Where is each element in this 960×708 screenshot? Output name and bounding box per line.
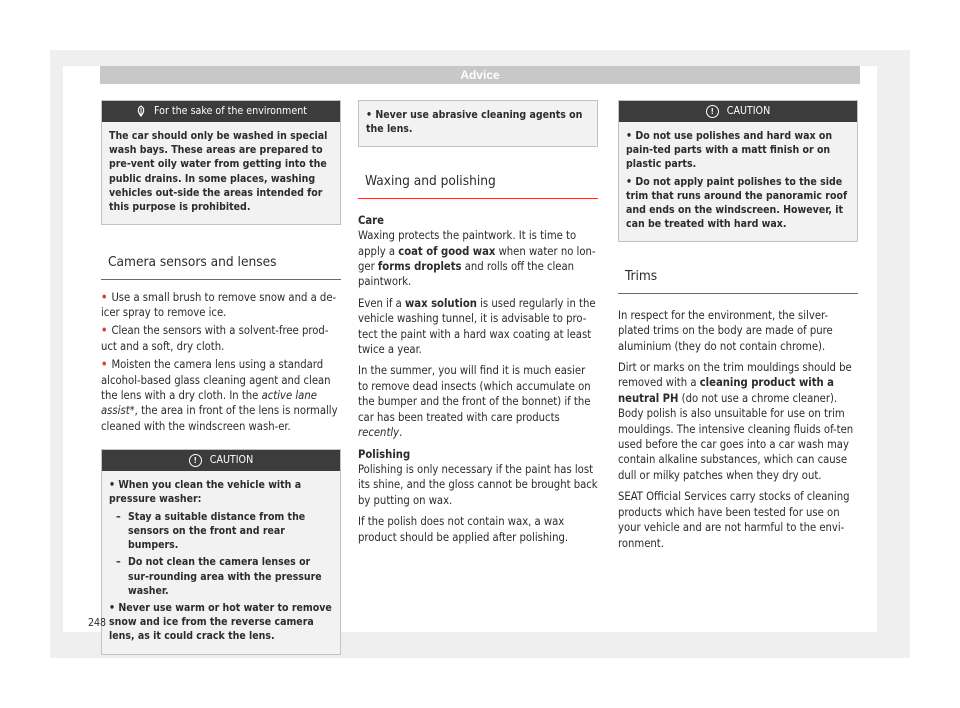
section-title-trims: Trims: [618, 269, 858, 293]
caution-box-body: [619, 122, 857, 241]
column-middle: [358, 100, 598, 551]
section-title-waxing: Waxing and polishing: [358, 174, 598, 198]
paragraph: SEAT Official Services carry stocks of cleaning products which have been tested for use on your vehicle and are not harmful to the envi-ronment.: [618, 490, 850, 550]
environment-box-text: The car should only be washed in special wash bays. These areas are prepared to pre-vent oily water from getting into the public drains. In some places, washing vehicles out-side the areas intended for this purpose is prohibited.: [109, 130, 328, 214]
page-header: Advice: [100, 66, 860, 84]
subheading-polishing: Polishing: [358, 447, 411, 461]
caution-subitem: – Do not clean the camera lenses or sur-rounding area with the pressure washer.: [116, 556, 322, 597]
caution-box: [101, 449, 341, 654]
list-item-text: Clean the sensors with a solvent-free prod-uct and a soft, dry cloth.: [101, 324, 329, 353]
caution-box-header: [619, 101, 857, 122]
environment-box-body: [102, 122, 340, 224]
paragraph: If the polish does not contain wax, a wax product should be applied after polishing.: [358, 515, 569, 544]
paragraph: Even if a wax solution is used regularly in the vehicle washing tunnel, it is advisable to pro-tect the paint with a hard wax coating at least twice a year.: [358, 296, 596, 357]
caution-item: • Never use warm or hot water to remove snow and ice from the reverse camera lens, as it could crack the lens.: [109, 601, 332, 643]
column-right: [618, 100, 858, 557]
section-title-camera: Camera sensors and lenses: [101, 255, 341, 279]
list-item-text: Moisten the camera lens using a standard alcohol-based glass cleaning agent and clean the lens with a dry cloth. In the: [101, 358, 331, 403]
caution-icon: !: [189, 454, 202, 467]
list-item-emphasis: active lane assist: [101, 389, 317, 418]
abrasive-box-item: • Never use abrasive cleaning agents on the lens.: [366, 109, 583, 136]
page-number: 248: [88, 617, 107, 629]
caution-subitem: – Stay a suitable distance from the sensors on the front and rear bumpers.: [116, 510, 306, 552]
list-item: • Clean the sensors with a solvent-free prod-uct and a soft, dry cloth.: [101, 324, 329, 353]
list-item: • Use a small brush to remove snow and a de-icer spray to remove ice.: [101, 290, 337, 320]
paragraph: In the summer, you will find it is much easier to remove dead insects (which accumulate on the bumper and the front of the bonnet) if the car has been treated with care products recently.: [358, 364, 591, 440]
column-left: [101, 100, 341, 655]
leaf-icon: [135, 105, 147, 119]
abrasive-box: [358, 100, 598, 147]
caution-icon: !: [706, 105, 719, 118]
caution-item: • Do not apply paint polishes to the side trim that runs around the panoramic roof and ends on the windscreen. However, it can be treated with hard wax.: [626, 175, 848, 231]
paragraph: Dirt or marks on the trim mouldings should be removed with a cleaning product with a neutral PH (do not use a chrome cleaner). Body polish is also unsuitable for use on trim mouldings. The intensive cleaning fluids of-ten used before the car goes into a car wash may contain alkaline substances, which can cause dull or milky patches when they dry out.: [618, 361, 854, 482]
subheading-care: Care: [358, 213, 384, 227]
environment-box: [101, 100, 341, 225]
list-item-text: Use a small brush to remove snow and a de-icer spray to remove ice.: [101, 290, 337, 320]
list-item: • Moisten the camera lens using a standard alcohol-based glass cleaning agent and clean the lens with a dry cloth. In the active lane assist*, the area in front of the lens is normally cleaned with the windscreen wash-er.: [101, 358, 338, 433]
list-item-text: *, the area in front of the lens is normally cleaned with the windscreen wash-er.: [101, 404, 338, 433]
environment-box-title: For the sake of the environment: [154, 104, 307, 117]
environment-box-header: [102, 101, 340, 122]
caution-box-title: CAUTION: [726, 104, 771, 117]
caution-box-header: [102, 450, 340, 471]
paragraph: Polishing is only necessary if the paint has lost its shine, and the gloss cannot be brought back by putting on wax.: [358, 462, 598, 507]
caution-box: [618, 100, 858, 242]
paragraph: In respect for the environment, the silver-plated trims on the body are made of pure aluminium (they do not contain chrome).: [618, 308, 833, 353]
caution-box-title: CAUTION: [209, 454, 254, 467]
caution-item: • Do not use polishes and hard wax on pain-ted parts with a matt finish or on plastic parts.: [626, 130, 833, 171]
caution-item: • When you clean the vehicle with a pressure washer:: [109, 479, 302, 506]
caution-box-body: [102, 471, 340, 653]
paragraph: Waxing protects the paintwork. It is time to apply a coat of good wax when water no lon-ger forms droplets and rolls off the clean paintwork.: [358, 229, 596, 289]
abrasive-box-body: [359, 101, 597, 146]
